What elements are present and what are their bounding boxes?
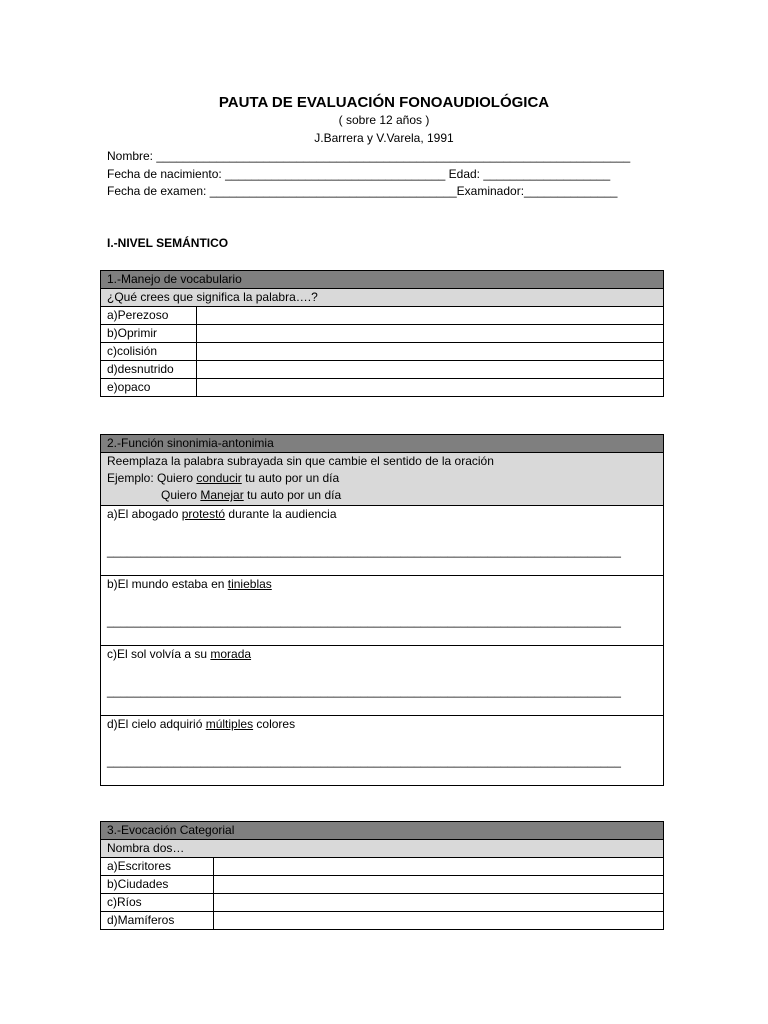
- sentence-prefix: a)El abogado: [107, 507, 182, 521]
- sentence-item: [107, 576, 663, 593]
- answer-cell[interactable]: [197, 361, 664, 379]
- answer-line[interactable]: _____________________________________________________________________________: [107, 684, 621, 698]
- vocabulary-table: [100, 270, 664, 397]
- table-row: [101, 343, 664, 361]
- item-label: b)Oprimir: [101, 325, 197, 343]
- categorical-table: [100, 821, 664, 930]
- example2-suffix: tu auto por un día: [243, 488, 342, 502]
- table-header-label: 1.-Manejo de vocabulario: [101, 271, 664, 289]
- nombre-field[interactable]: Nombre: _______________________________________________________________________: [107, 149, 631, 163]
- table-header-label: 2.-Función sinonimia-antonimia: [101, 435, 664, 453]
- document-subtitle: ( sobre 12 años ): [338, 113, 430, 127]
- table-instruction: [101, 453, 664, 506]
- item-label: d)desnutrido: [101, 361, 197, 379]
- sentence-suffix: colores: [253, 717, 296, 731]
- example-line-2: [107, 487, 663, 504]
- item-label: e)opaco: [101, 379, 197, 397]
- table-row: [101, 858, 664, 876]
- answer-cell[interactable]: [197, 379, 664, 397]
- sentence-prefix: b)El mundo estaba en: [107, 577, 228, 591]
- item-label: b)Ciudades: [101, 876, 214, 894]
- sentence-word: múltiples: [205, 717, 254, 731]
- section-title: I.-NIVEL SEMÁNTICO: [107, 236, 229, 250]
- table-question: [101, 840, 664, 858]
- sentence-item: [107, 646, 663, 663]
- example-prefix: Ejemplo: Quiero: [107, 471, 197, 485]
- table-row: [101, 716, 664, 786]
- answer-line[interactable]: _____________________________________________________________________________: [107, 754, 621, 768]
- example-word: conducir: [196, 471, 242, 485]
- table-row: [101, 307, 664, 325]
- answer-cell[interactable]: [197, 307, 664, 325]
- table-row: [101, 325, 664, 343]
- answer-cell[interactable]: [214, 876, 664, 894]
- sentence-prefix: d)El cielo adquirió: [107, 717, 206, 731]
- fecha-examen-field[interactable]: Fecha de examen: _____________________________________Examinador:______________: [107, 184, 618, 198]
- example2-prefix: Quiero: [161, 488, 201, 502]
- answer-line[interactable]: _____________________________________________________________________________: [107, 614, 621, 628]
- item-label: a)Escritores: [101, 858, 214, 876]
- table-question-label: ¿Qué crees que significa la palabra….?: [101, 289, 664, 307]
- item-label: a)Perezoso: [101, 307, 197, 325]
- table-row: [101, 894, 664, 912]
- table-row: [101, 361, 664, 379]
- item-label: c)colisión: [101, 343, 197, 361]
- sentence-suffix: durante la audiencia: [225, 507, 337, 521]
- table-row: [101, 506, 664, 576]
- sentence-item: [107, 716, 663, 733]
- item-label: c)Ríos: [101, 894, 214, 912]
- example-line: [107, 470, 663, 487]
- table-row: [101, 876, 664, 894]
- table-header: [101, 822, 664, 840]
- table-header-label: 3.-Evocación Categorial: [101, 822, 664, 840]
- answer-cell[interactable]: [214, 912, 664, 930]
- sentence-item: [107, 506, 663, 523]
- table-header: [101, 435, 664, 453]
- table-question: [101, 289, 664, 307]
- answer-cell[interactable]: [197, 325, 664, 343]
- synonym-table: [100, 434, 664, 786]
- document-authors: J.Barrera y V.Varela, 1991: [314, 131, 454, 145]
- item-label: d)Mamíferos: [101, 912, 214, 930]
- example2-word: Manejar: [200, 488, 244, 502]
- fecha-nacimiento-field[interactable]: Fecha de nacimiento: _________________________________ Edad: ___________________: [107, 167, 611, 181]
- sentence-prefix: c)El sol volvía a su: [107, 647, 211, 661]
- sentence-word: tinieblas: [227, 577, 272, 591]
- sentence-word: morada: [210, 647, 252, 661]
- sentence-word: protestó: [181, 507, 226, 521]
- table-row: [101, 646, 664, 716]
- instruction-text: Reemplaza la palabra subrayada sin que cambie el sentido de la oración: [107, 454, 494, 468]
- table-row: [101, 576, 664, 646]
- table-question-label: Nombra dos…: [101, 840, 664, 858]
- answer-cell[interactable]: [214, 894, 664, 912]
- answer-line[interactable]: _____________________________________________________________________________: [107, 544, 621, 558]
- table-row: [101, 379, 664, 397]
- example-suffix: tu auto por un día: [241, 471, 340, 485]
- answer-cell[interactable]: [197, 343, 664, 361]
- answer-cell[interactable]: [214, 858, 664, 876]
- document-title: PAUTA DE EVALUACIÓN FONOAUDIOLÓGICA: [218, 94, 550, 111]
- table-row: [101, 912, 664, 930]
- table-header: [101, 271, 664, 289]
